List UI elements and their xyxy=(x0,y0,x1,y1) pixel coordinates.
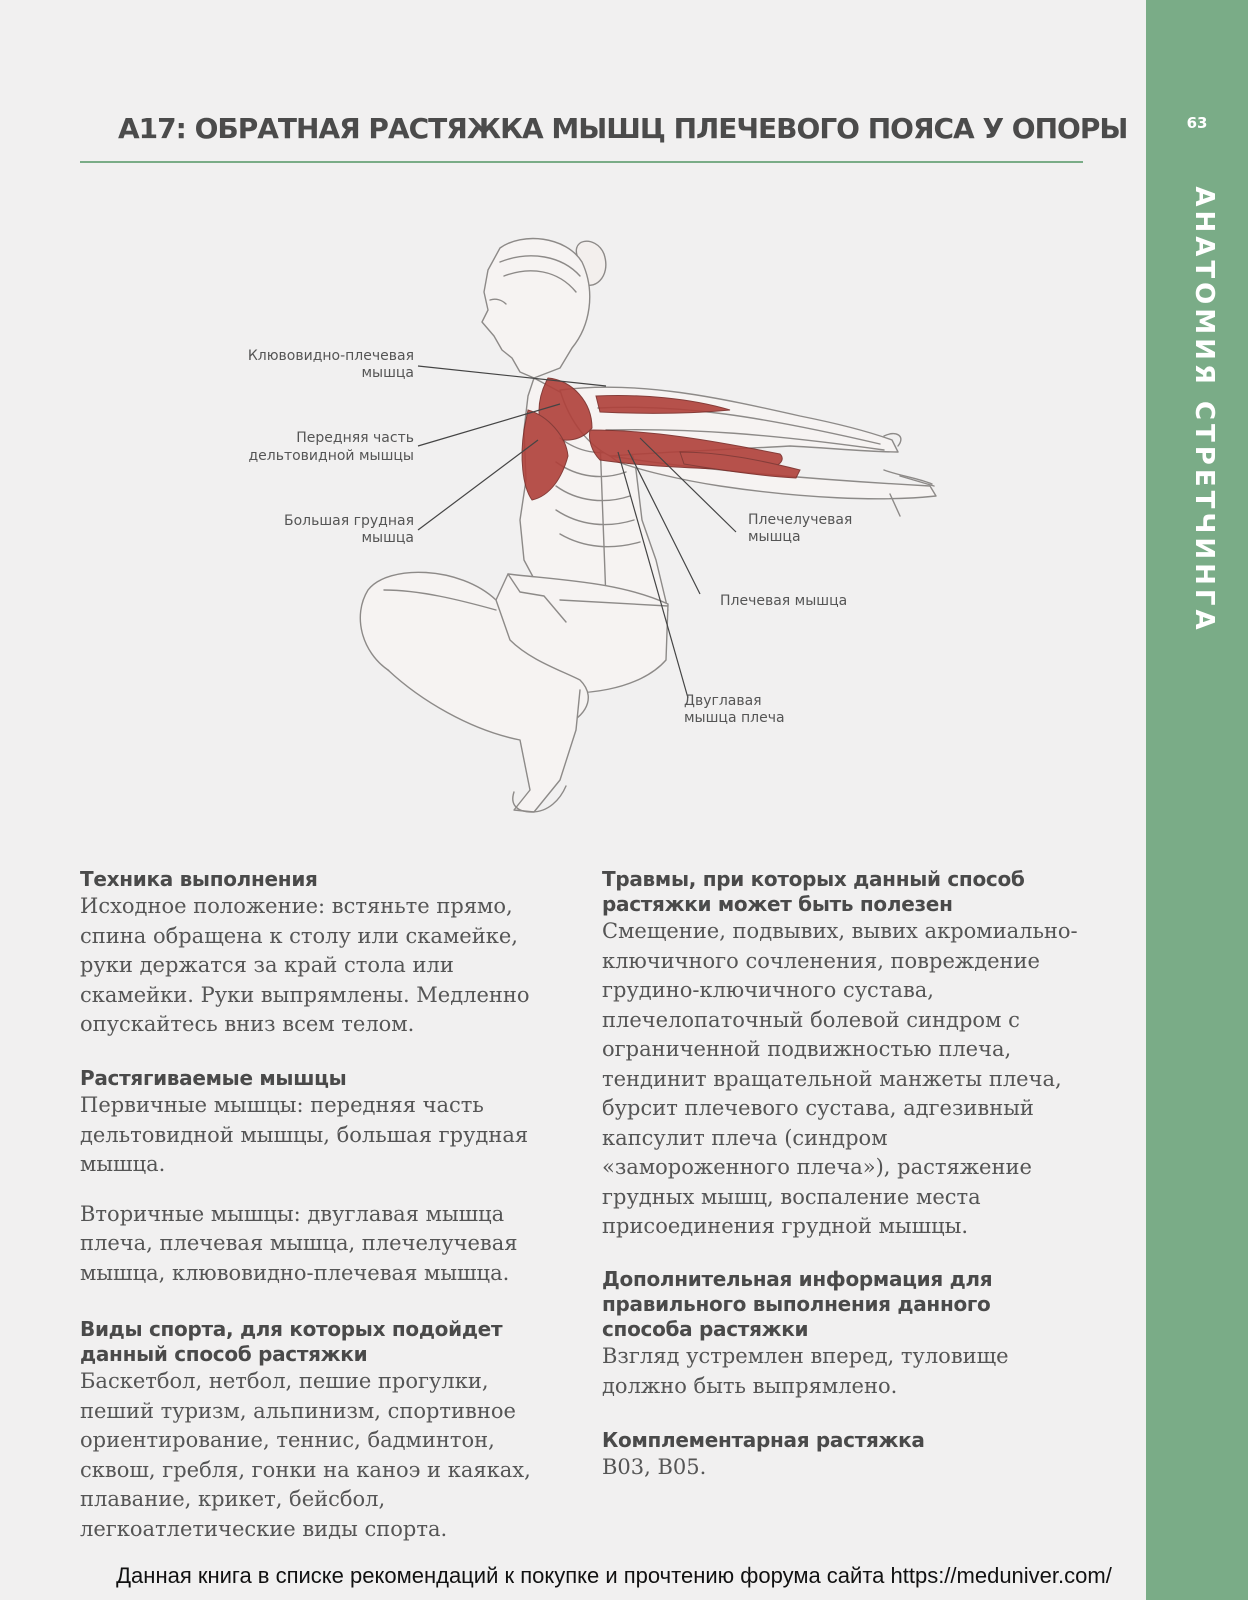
complementary-heading: Комплементарная растяжка xyxy=(602,1428,925,1452)
label-coracobrachialis-2: мышца xyxy=(361,365,414,381)
label-brachioradialis: Плечелучевая xyxy=(748,512,853,528)
label-biceps-2: мышца плеча xyxy=(684,710,785,726)
section-title: АНАТОМИЯ СТРЕТЧИНГА xyxy=(1189,186,1219,634)
label-anterior-deltoid-2: дельтовидной мышцы xyxy=(248,448,414,464)
label-brachialis: Плечевая мышца xyxy=(720,593,848,609)
page-title: А17: ОБРАТНАЯ РАСТЯЖКА МЫШЦ ПЛЕЧЕВОГО ПОЯСА У ОПОРЫ xyxy=(118,112,1128,145)
additional-info-text: Взгляд устремлен вперед, туловище должно быть выпрямлено. xyxy=(602,1344,1009,1398)
technique-heading: Техника выполнения xyxy=(80,867,318,891)
technique-section xyxy=(80,867,558,1040)
additional-info-section xyxy=(602,1267,1080,1401)
label-pectoralis-major: Большая грудная xyxy=(284,513,414,529)
sports-section xyxy=(80,1317,558,1544)
stretched-muscles-section xyxy=(80,1066,558,1288)
footer-note: Данная книга в списке рекомендаций к покупке и прочтению форума сайта https://meduniver.com/ xyxy=(116,1563,1112,1588)
lower-leg xyxy=(388,670,580,812)
label-pectoralis-major-2: мышца xyxy=(361,530,414,546)
technique-text: Исходное положение: встяньте прямо, спина обращена к столу или скамейке, руки держатся за край стола или скамейки. Руки выпрямлены. Медленно опускайтесь вниз всем телом. xyxy=(80,894,530,1036)
injuries-text: Смещение, подвывих, вывих акромиально-ключичного сочленения, повреждение грудино-ключичного сустава, плечелопаточный болевой синдром с ограниченной подвижностью плеча, тендинит вращательной манжеты плеча, бурсит плечевого сустава, адгезивный капсулит плеча (синдром «замороженного плеча»), растяжение грудных мышц, воспаление места присоединения грудной мышцы. xyxy=(602,919,1078,1238)
secondary-muscles-text: Вторичные мышцы: двуглавая мышца плеча, плечевая мышца, плечелучевая мышца, клювовидно-плечевая мышца. xyxy=(80,1201,518,1285)
complementary-section xyxy=(602,1428,1080,1483)
injuries-heading: Травмы, при которых данный способ растяжки может быть полезен xyxy=(602,867,1025,916)
label-brachioradialis-2: мышца xyxy=(748,529,801,545)
injuries-section xyxy=(602,867,1080,1242)
head xyxy=(482,239,590,378)
sports-heading: Виды спорта, для которых подойдет данный способ растяжки xyxy=(80,1317,503,1366)
page-number: 63 xyxy=(1186,114,1208,132)
complementary-text: В03, В05. xyxy=(602,1455,707,1479)
anatomy-illustration xyxy=(0,0,1146,860)
stretched-muscles-heading: Растягиваемые мышцы xyxy=(80,1066,347,1090)
primary-muscles-text: Первичные мышцы: передняя часть дельтовидной мышцы, большая грудная мышца. xyxy=(80,1093,529,1176)
label-anterior-deltoid: Передняя часть xyxy=(296,430,414,446)
sports-text: Баскетбол, нетбол, пешие прогулки, пеший туризм, альпинизм, спортивное ориентирование, теннис, бадминтон, сквош, гребля, гонки на каноэ и каяках, плавание, крикет, бейсбол, легкоатлетические виды спорта. xyxy=(80,1369,531,1541)
additional-info-heading: Дополнительная информация для правильного выполнения данного способа растяжки xyxy=(602,1267,993,1341)
label-biceps: Двуглавая xyxy=(684,693,762,709)
label-coracobrachialis: Клювовидно-плечевая xyxy=(247,348,414,364)
